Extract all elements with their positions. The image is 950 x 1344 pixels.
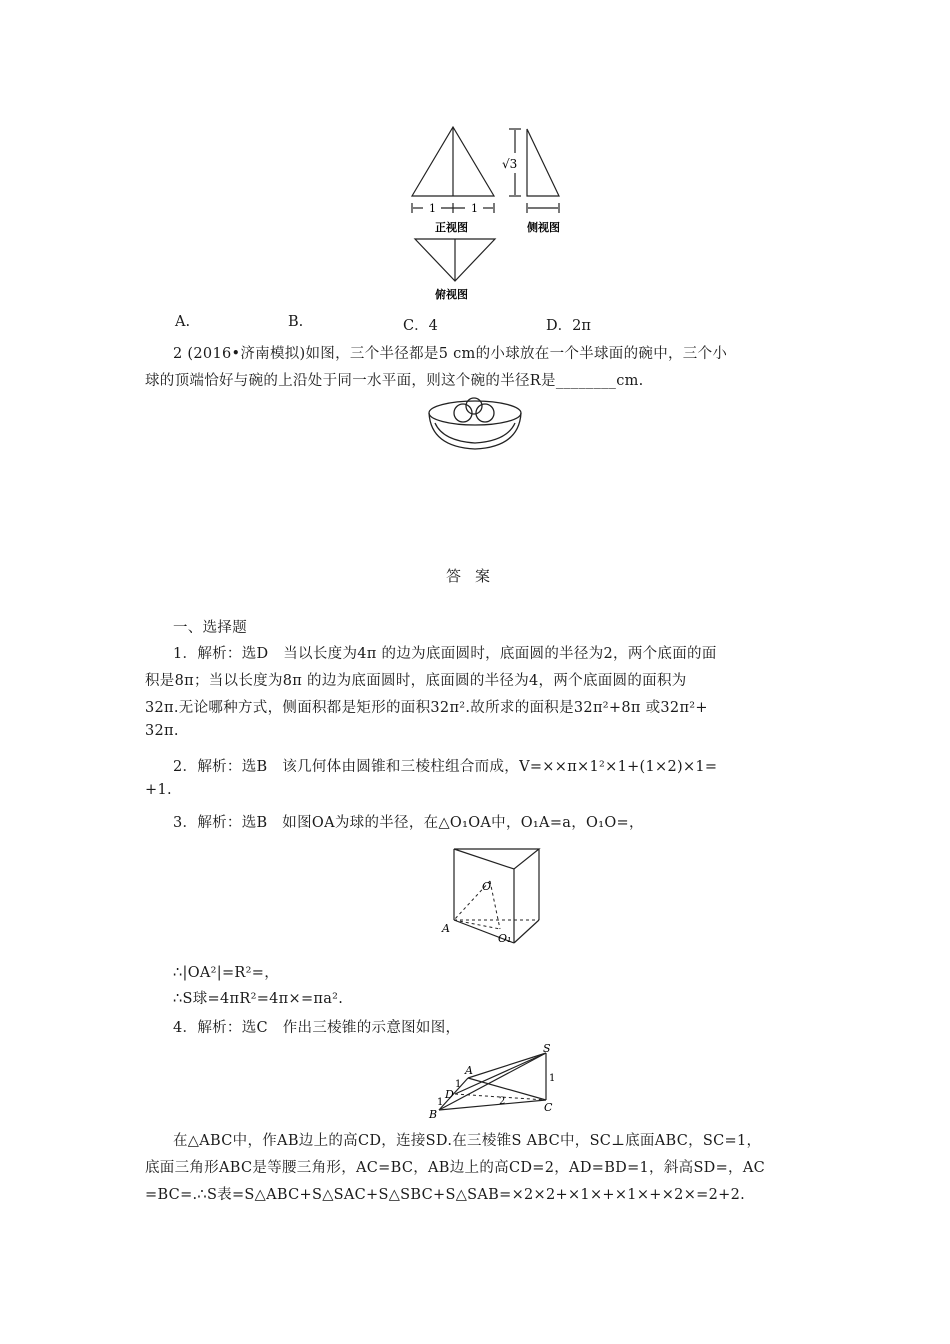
top-view-caption: 俯视图 bbox=[435, 288, 468, 301]
prism-figure bbox=[440, 843, 545, 953]
option-b: B. bbox=[288, 314, 304, 330]
a1-line4: 32π. bbox=[145, 723, 179, 739]
three-view-figure bbox=[405, 123, 580, 303]
front-dim-left: 1 bbox=[429, 202, 436, 215]
label-D: D bbox=[445, 1088, 454, 1101]
a1-line2: 积是8π；当以长度为8π 的边为底面圆时，底面圆的半径为4，两个底面圆的面积为 bbox=[145, 673, 687, 689]
a3-line1: 3．解析：选B 如图OA为球的半径，在△O₁OA中，O₁A=a，O₁O=， bbox=[173, 815, 644, 831]
a4-line2: 在△ABC中，作AB边上的高CD，连接SD.在三棱锥S ABC中，SC⊥底面ABC，SC=1， bbox=[173, 1133, 762, 1149]
section-title: 一、选择题 bbox=[173, 620, 247, 636]
side-dim-sqrt3: √3 bbox=[502, 157, 518, 171]
a4-line3: 底面三角形ABC是等腰三角形，AC=BC，AB边上的高CD=2，AD=BD=1，斜高SD=，AC bbox=[145, 1160, 766, 1176]
a2-line2: +1. bbox=[145, 782, 172, 798]
a4-line4: =BC=.∴S表=S△ABC+S△SAC+S△SBC+S△SAB=×2×2+×1×+×1×+×2×=2+2. bbox=[145, 1187, 746, 1203]
q2-line2: 球的顶端恰好与碗的上沿处于同一水平面，则这个碗的半径R是________cm. bbox=[145, 373, 644, 389]
label-S: S bbox=[543, 1043, 551, 1055]
option-c: C．4 bbox=[403, 318, 438, 334]
top-view bbox=[415, 239, 495, 281]
label-C: C bbox=[544, 1101, 553, 1114]
label-1a: 1 bbox=[455, 1079, 462, 1090]
a3-line2: ∴|OA²|=R²=， bbox=[173, 965, 279, 981]
label-2: 2 bbox=[499, 1096, 506, 1107]
front-dim-right: 1 bbox=[471, 202, 478, 215]
pyramid-figure bbox=[425, 1043, 565, 1121]
a4-line1: 4．解析：选C 作出三棱锥的示意图如图， bbox=[173, 1020, 461, 1036]
option-a: A. bbox=[175, 314, 191, 330]
a1-line3: 32π.无论哪种方式，侧面积都是矩形的面积32π².故所求的面积是32π²+8π 或32π²+ bbox=[145, 700, 708, 716]
label-O1: O₁ bbox=[498, 932, 512, 945]
label-1c: 1 bbox=[549, 1073, 556, 1084]
side-view-caption: 侧视图 bbox=[527, 221, 560, 234]
a2-line1: 2．解析：选B 该几何体由圆锥和三棱柱组合而成，V=××π×1²×1+(1×2)×1= bbox=[173, 759, 718, 775]
label-A: A bbox=[442, 922, 450, 935]
label-1b: 1 bbox=[437, 1097, 444, 1108]
label-O: O bbox=[482, 880, 492, 893]
a1-line1: 1．解析：选D 当以长度为4π 的边为底面圆时，底面圆的半径为2，两个底面的面 bbox=[173, 646, 717, 662]
front-view bbox=[412, 127, 494, 213]
option-d: D．2π bbox=[546, 318, 591, 334]
label-B: B bbox=[429, 1108, 438, 1121]
a3-line3: ∴S球=4πR²=4π×=πa². bbox=[173, 991, 344, 1007]
bowl-figure bbox=[423, 395, 527, 453]
front-view-caption: 正视图 bbox=[435, 221, 468, 234]
label-A-pyramid: A bbox=[465, 1064, 473, 1077]
side-view bbox=[509, 129, 559, 213]
answer-title: 答案 bbox=[445, 567, 504, 585]
q2-line1: 2 (2016•济南模拟)如图，三个半径都是5 cm的小球放在一个半球面的碗中，三个小 bbox=[173, 346, 728, 362]
